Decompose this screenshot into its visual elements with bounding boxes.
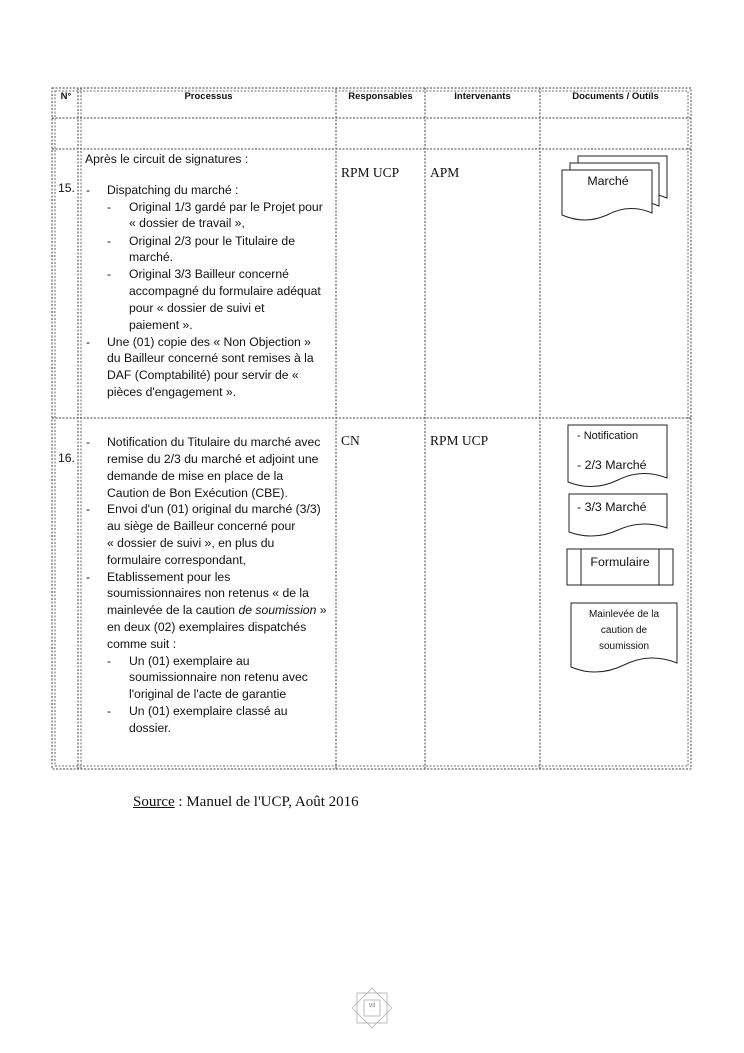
bullet-dash: - <box>86 435 91 449</box>
header-documents: Documents / Outils <box>572 91 659 102</box>
process-line: Une (01) copie des « Non Objection » <box>107 335 311 349</box>
process-line: dossier. <box>129 721 172 735</box>
bullet-dash: - <box>107 200 112 214</box>
process-line: marché. <box>129 250 174 264</box>
process-line: accompagné du formulaire adéquat <box>129 284 321 298</box>
responsible-cell: CN <box>341 433 360 448</box>
doc-notification-label: - Notification <box>577 430 639 442</box>
bullet-dash: - <box>107 654 112 668</box>
bullet-dash: - <box>86 502 91 516</box>
process-line: pièces d'engagement ». <box>107 385 237 399</box>
header-num: N° <box>60 91 72 102</box>
process-line: formulaire correspondant, <box>107 553 246 567</box>
bullet-dash: - <box>86 335 91 349</box>
process-line: Un (01) exemplaire au <box>129 654 250 668</box>
header-process: Processus <box>184 91 233 102</box>
row-number: 16. <box>58 451 75 465</box>
row-number: 15. <box>58 181 75 195</box>
process-line: « dossier de suivi », en plus du <box>107 536 275 550</box>
header-responsible: Responsables <box>348 91 413 102</box>
doc-release-line: Mainlevée de la <box>588 609 660 620</box>
bullet-dash: - <box>107 704 112 718</box>
process-line: Un (01) exemplaire classé au <box>129 704 288 718</box>
bullet-dash: - <box>107 267 112 281</box>
process-line: soumissionnaire non retenu avec <box>129 670 308 684</box>
process-text: mainlevée de la caution <box>107 603 236 617</box>
process-intro: Après le circuit de signatures : <box>85 152 249 166</box>
process-line: Etablissement pour les <box>107 570 231 584</box>
bullet-dash: - <box>86 570 91 584</box>
doc-release-line: caution de <box>600 625 648 636</box>
doc-two-thirds-label: - 2/3 Marché <box>577 458 647 472</box>
process-line: soumissionnaires non retenus « de la <box>107 586 309 600</box>
doc-release-line: soumission <box>598 641 650 652</box>
process-line: Original 3/3 Bailleur concerné <box>129 267 289 281</box>
process-line: DAF (Comptabilité) pour servir de « <box>107 368 299 382</box>
header-contributors: Intervenants <box>454 91 511 102</box>
process-line: Original 1/3 gardé par le Projet pour <box>129 200 323 214</box>
process-line: l'original de l'acte de garantie <box>129 687 287 701</box>
process-line: comme suit : <box>107 637 177 651</box>
responsible-cell: RPM UCP <box>341 165 400 180</box>
doc-form-label: Formulaire <box>590 555 650 569</box>
process-line: remise du 2/3 du marché et adjoint une <box>107 452 319 466</box>
contributors-cell: RPM UCP <box>430 433 489 448</box>
source-text: : Manuel de l'UCP, Août 2016 <box>174 794 359 810</box>
process-text: » <box>319 603 327 617</box>
process-line: Notification du Titulaire du marché avec <box>107 435 321 449</box>
process-line: Original 2/3 pour le Titulaire de <box>129 234 295 248</box>
bullet-dash: - <box>107 234 112 248</box>
process-line: Dispatching du marché : <box>107 183 239 197</box>
bullet-dash: - <box>86 183 91 197</box>
process-line: « dossier de travail », <box>129 216 245 230</box>
process-line: paiement ». <box>129 318 193 332</box>
source-label: Source <box>133 794 175 810</box>
process-line: Caution de Bon Exécution (CBE). <box>107 486 288 500</box>
process-line: en deux (02) exemplaires dispatchés <box>107 620 307 634</box>
contributors-cell: APM <box>430 165 460 180</box>
page-number: vii <box>368 1002 376 1009</box>
process-line: au siège de Bailleur concerné pour <box>107 519 296 533</box>
process-text-italic: de soumission <box>238 603 317 617</box>
doc-three-thirds-label: - 3/3 Marché <box>577 500 647 514</box>
process-line: pour « dossier de suivi et <box>129 301 265 315</box>
process-line: du Bailleur concerné sont remises à la <box>107 351 314 365</box>
process-line: demande de mise en place de la <box>107 469 284 483</box>
doc-marche-label: Marché <box>587 174 629 188</box>
process-line: Envoi d'un (01) original du marché (3/3) <box>107 502 321 516</box>
